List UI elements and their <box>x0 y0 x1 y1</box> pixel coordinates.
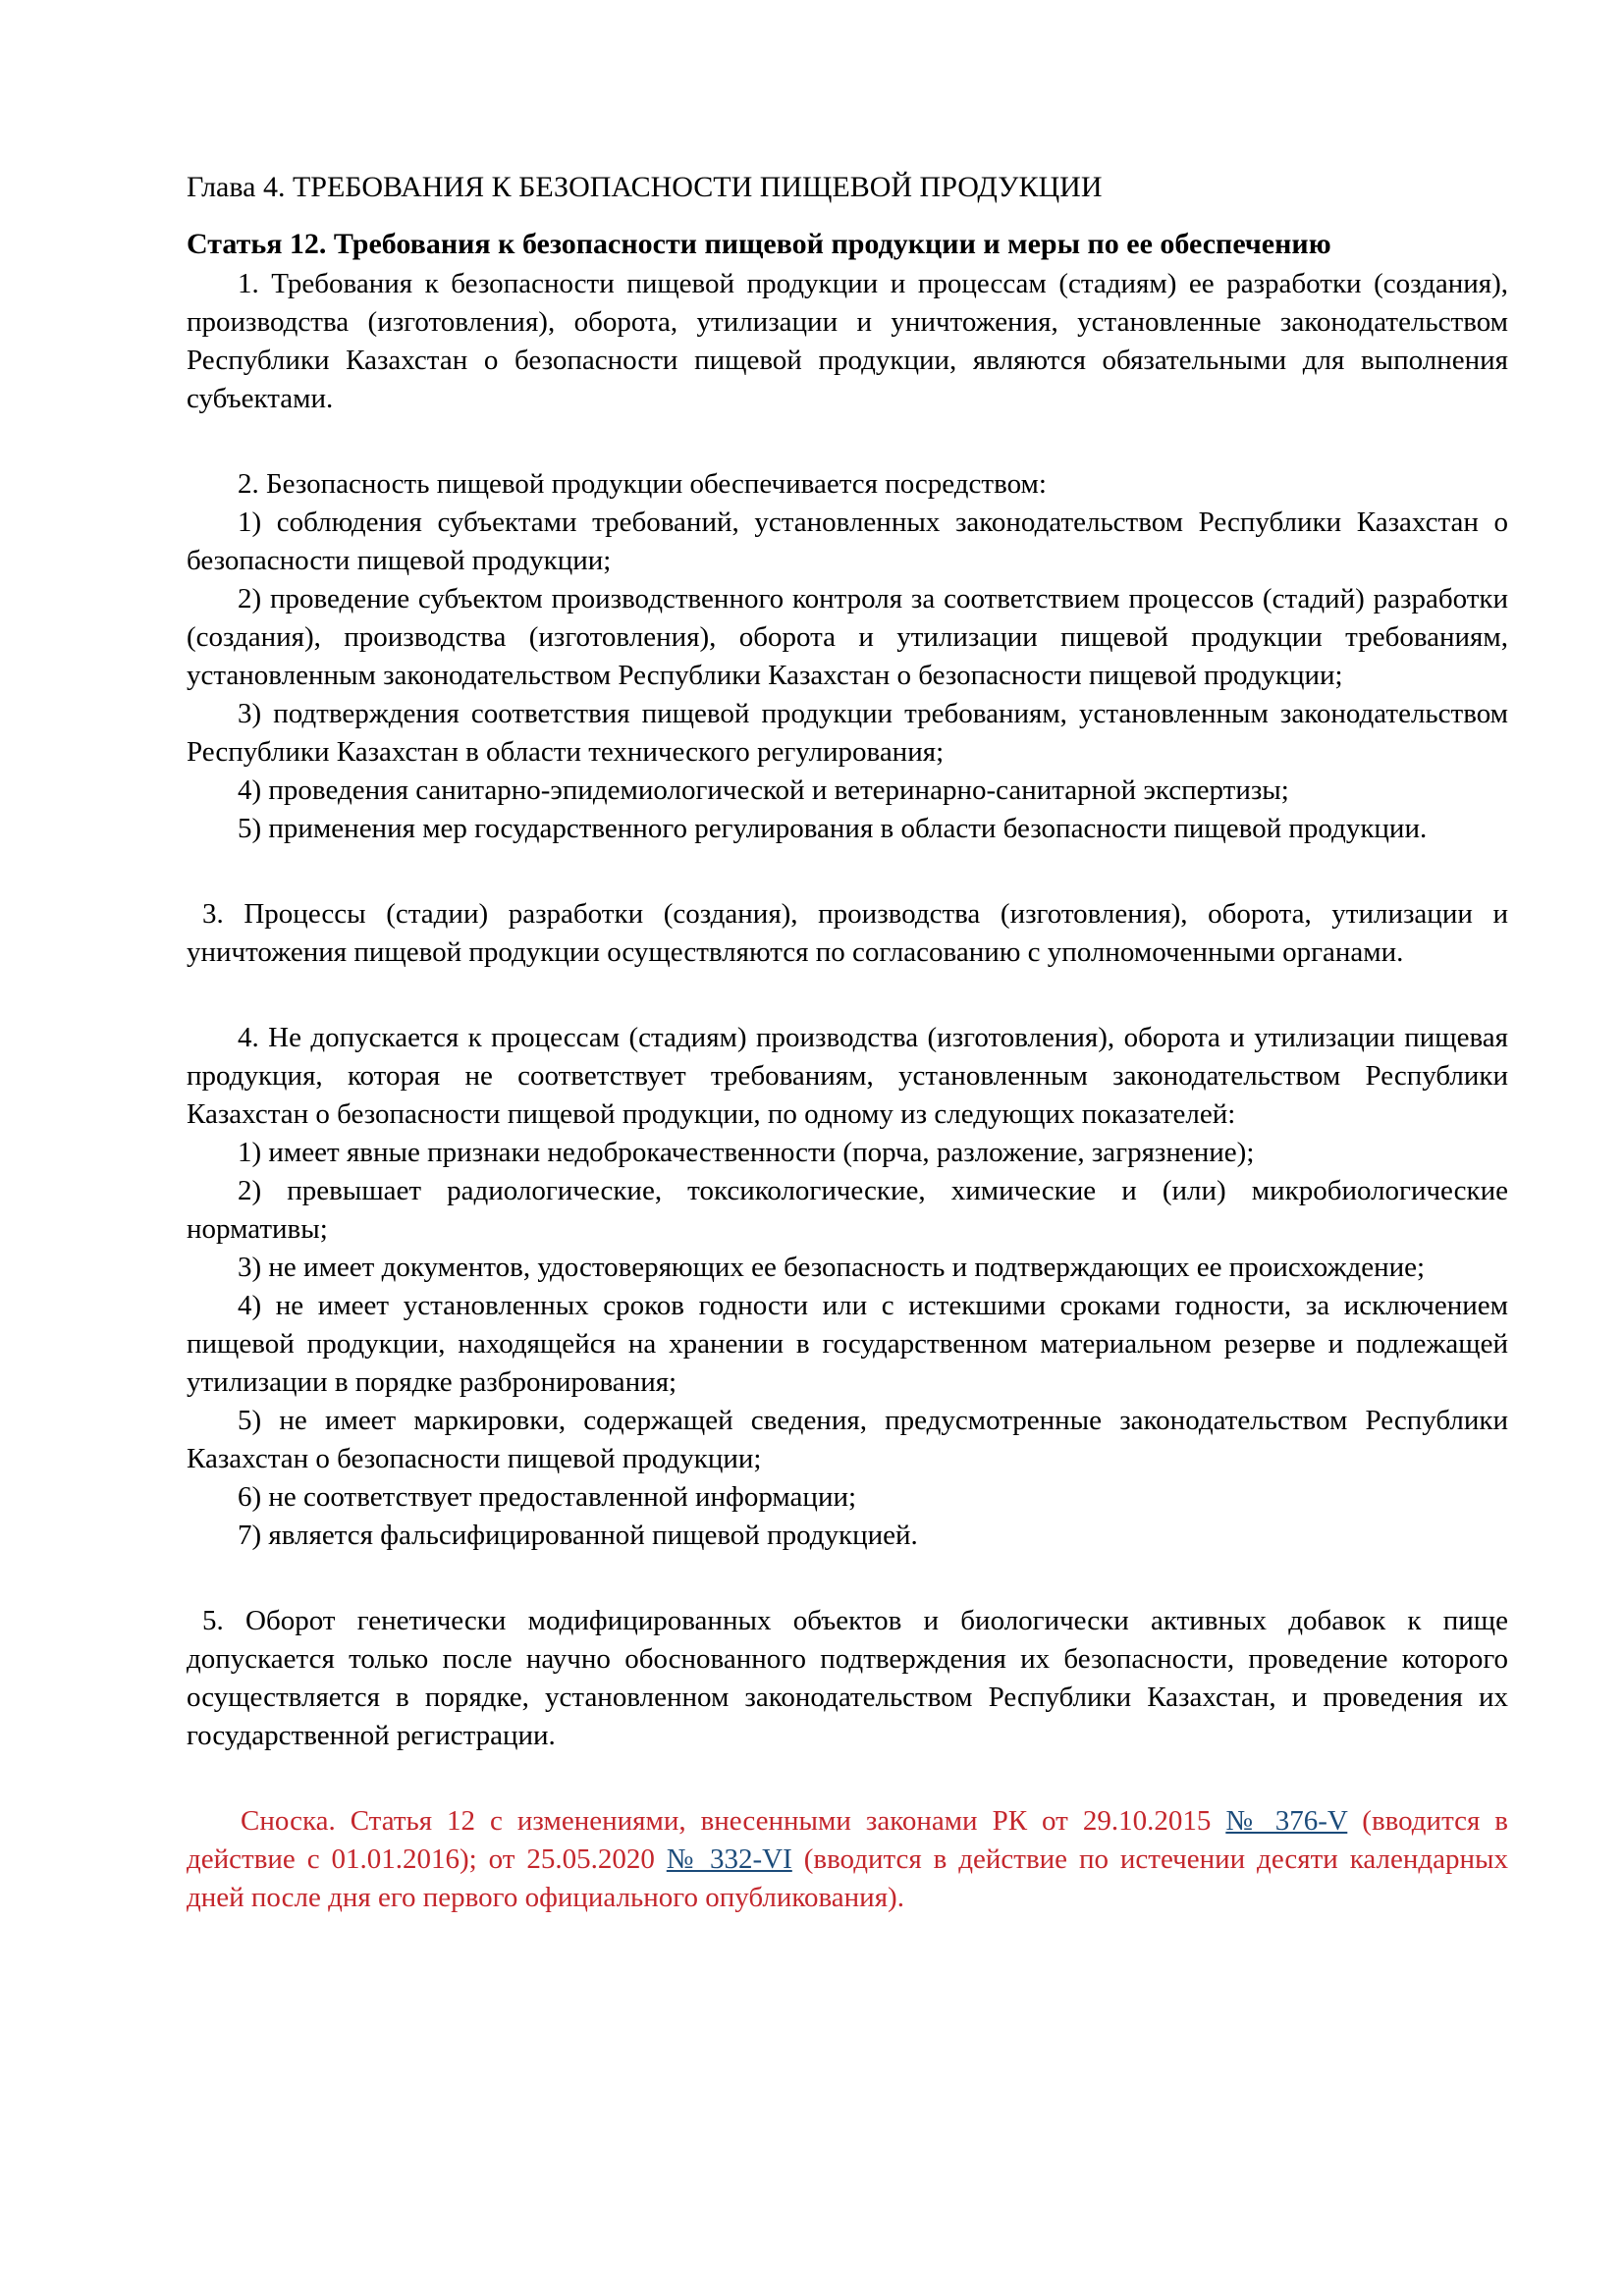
law-link-332-VI[interactable]: № 332-VI <box>666 1843 792 1875</box>
paragraph-2-item-2: 2) проведение субъектом производственного контроля за соответствием процессов (стадий) разработки (создания), производства (изготовления), оборота и утилизации пищевой продукции требованиям, установленным законодательством Республики Казахстан о безопасности пищевой продукции; <box>187 583 1508 691</box>
footnote-text-1: Сноска. Статья 12 с изменениями, внесенными законами РК от 29.10.2015 <box>241 1805 1226 1837</box>
paragraph-gap <box>187 418 1508 465</box>
paragraph-3: 3. Процессы (стадии) разработки (создания), производства (изготовления), оборота, утилизации и уничтожения пищевой продукции осуществляются по согласованию с уполномоченными органами. <box>187 898 1508 968</box>
chapter-heading: Глава 4. ТРЕБОВАНИЯ К БЕЗОПАСНОСТИ ПИЩЕВОЙ ПРОДУКЦИИ <box>187 171 1103 203</box>
paragraph-2-item-1: 1) соблюдения субъектами требований, установленных законодательством Республики Казахстан о безопасности пищевой продукции; <box>187 507 1508 576</box>
paragraph-5: 5. Оборот генетически модифицированных объектов и биологически активных добавок к пище допускается только после научно обоснованного подтверждения их безопасности, проведение которого осуществляется в порядке, установленном законодательством Республики Казахстан, и проведения их государственной регистрации. <box>187 1605 1508 1751</box>
paragraph-2-item-4: 4) проведения санитарно-эпидемиологической и ветеринарно-санитарной экспертизы; <box>238 774 1289 806</box>
law-link-376-V[interactable]: № 376-V <box>1225 1805 1348 1837</box>
paragraph-gap <box>187 972 1508 1019</box>
paragraph-4-intro: 4. Не допускается к процессам (стадиям) производства (изготовления), оборота и утилизации пищевая продукция, которая не соответствует требованиям, установленным законодательством Республики Казахстан о безопасности пищевой продукции, по одному из следующих показателей: <box>187 1022 1508 1130</box>
paragraph-4-item-7: 7) является фальсифицированной пищевой продукцией. <box>238 1520 918 1551</box>
paragraph-4-item-5: 5) не имеет маркировки, содержащей сведения, предусмотренные законодательством Республики Казахстан о безопасности пищевой продукции; <box>187 1405 1508 1474</box>
paragraph-gap <box>187 848 1508 895</box>
paragraph-4-item-1: 1) имеет явные признаки недоброкачественности (порча, разложение, загрязнение); <box>238 1137 1255 1168</box>
paragraph-4-item-3: 3) не имеет документов, удостоверяющих ее безопасность и подтверждающих ее происхождение; <box>238 1252 1426 1283</box>
footnote-text-2: (вводится в действие с 01.01.2016); от 25.05.2020 <box>187 1805 1508 1875</box>
paragraph-2-item-5: 5) применения мер государственного регулирования в области безопасности пищевой продукции. <box>238 813 1428 844</box>
paragraph-gap <box>187 1555 1508 1602</box>
paragraph-2-intro: 2. Безопасность пищевой продукции обеспечивается посредством: <box>238 468 1047 500</box>
article-heading: Статья 12. Требования к безопасности пищевой продукции и меры по ее обеспечению <box>187 228 1331 260</box>
paragraph-1: 1. Требования к безопасности пищевой продукции и процессам (стадиям) ее разработки (создания), производства (изготовления), оборота, утилизации и уничтожения, установленные законодательством Республики Казахстан о безопасности пищевой продукции, являются обязательными для выполнения субъектами. <box>187 268 1508 414</box>
paragraph-4-item-2: 2) превышает радиологические, токсикологические, химические и (или) микробиологические нормативы; <box>187 1175 1508 1245</box>
paragraph-4-item-6: 6) не соответствует предоставленной информации; <box>238 1481 857 1513</box>
paragraph-gap <box>187 1755 1508 1802</box>
footnote <box>187 1802 1508 1917</box>
paragraph-2-item-3: 3) подтверждения соответствия пищевой продукции требованиям, установленным законодательством Республики Казахстан в области технического регулирования; <box>187 698 1508 768</box>
paragraph-4-item-4: 4) не имеет установленных сроков годности или с истекшими сроками годности, за исключением пищевой продукции, находящейся на хранении в государственном материальном резерве и подлежащей утилизации в порядке разбронирования; <box>187 1290 1508 1398</box>
footnote-text-3: (вводится в действие по истечении десяти календарных дней после дня его первого официального опубликования). <box>187 1843 1509 1913</box>
